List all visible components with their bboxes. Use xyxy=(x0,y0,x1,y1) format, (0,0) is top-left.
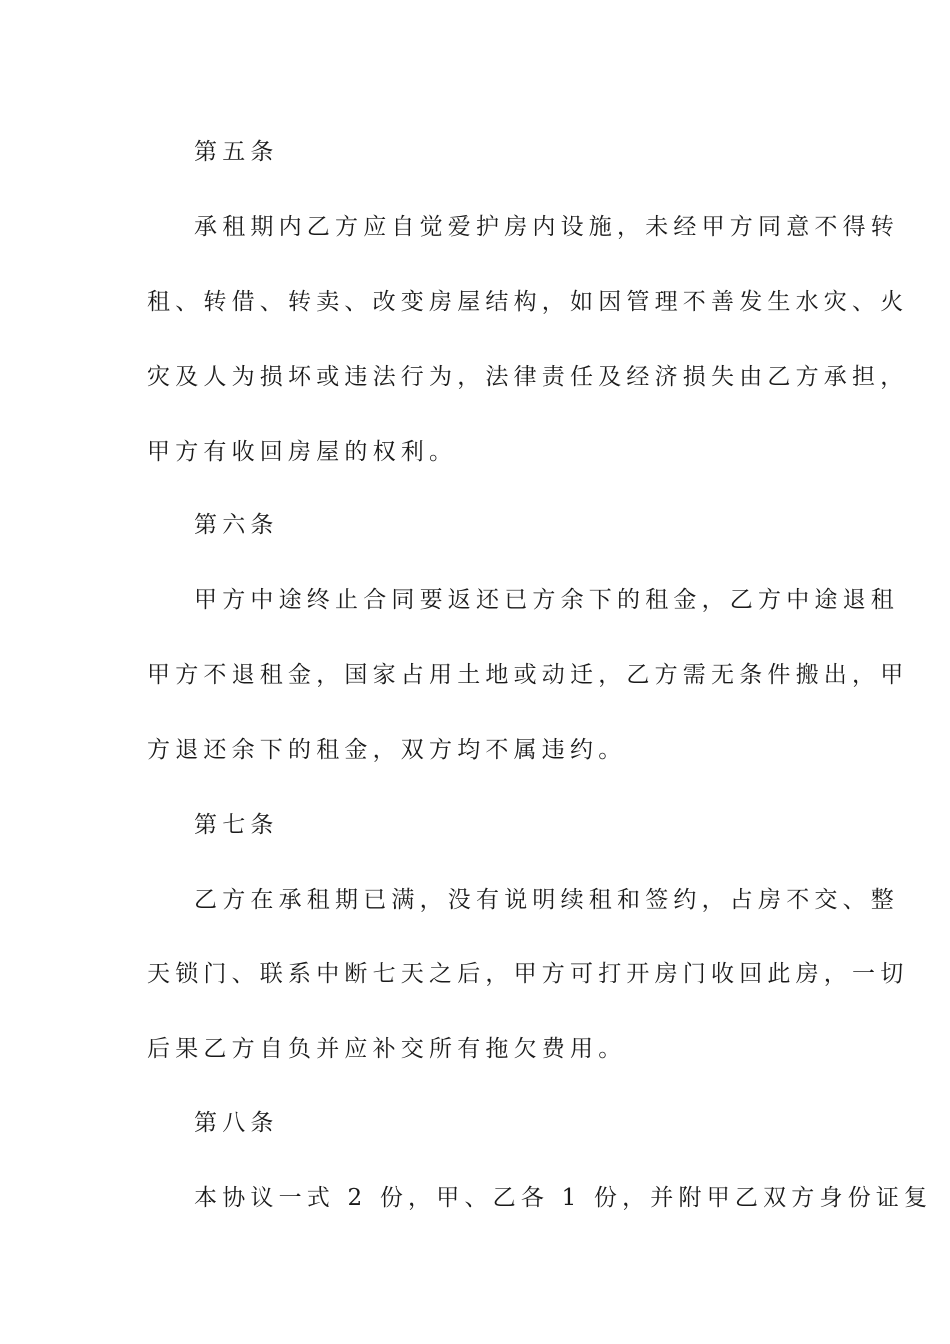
article-heading: 第六条 xyxy=(194,512,279,538)
paragraph-line: 甲方有收回房屋的权利。 xyxy=(147,439,458,465)
paragraph-line: 租、转借、转卖、改变房屋结构，如因管理不善发生水灾、火 xyxy=(147,289,909,315)
article-heading: 第七条 xyxy=(194,812,279,838)
paragraph-line: 灾及人为损坏或违法行为，法律责任及经济损失由乙方承担， xyxy=(147,364,909,390)
paragraph-line: 本协议一式 2 份，甲、乙各 1 份，并附甲乙双方身份证复 xyxy=(194,1185,933,1211)
paragraph-line: 甲方不退租金，国家占用土地或动迁，乙方需无条件搬出，甲 xyxy=(147,662,909,688)
paragraph-line: 后果乙方自负并应补交所有拖欠费用。 xyxy=(147,1036,627,1062)
paragraph-line: 天锁门、联系中断七天之后，甲方可打开房门收回此房，一切 xyxy=(147,961,909,987)
paragraph-line: 甲方中途终止合同要返还已方余下的租金，乙方中途退租 xyxy=(194,587,899,613)
paragraph-line: 承租期内乙方应自觉爱护房内设施，未经甲方同意不得转 xyxy=(194,214,899,240)
article-heading: 第五条 xyxy=(194,139,279,165)
paragraph-line: 方退还余下的租金，双方均不属违约。 xyxy=(147,737,627,763)
paragraph-line: 乙方在承租期已满，没有说明续租和签约，占房不交、整 xyxy=(194,887,899,913)
article-heading: 第八条 xyxy=(194,1110,279,1136)
